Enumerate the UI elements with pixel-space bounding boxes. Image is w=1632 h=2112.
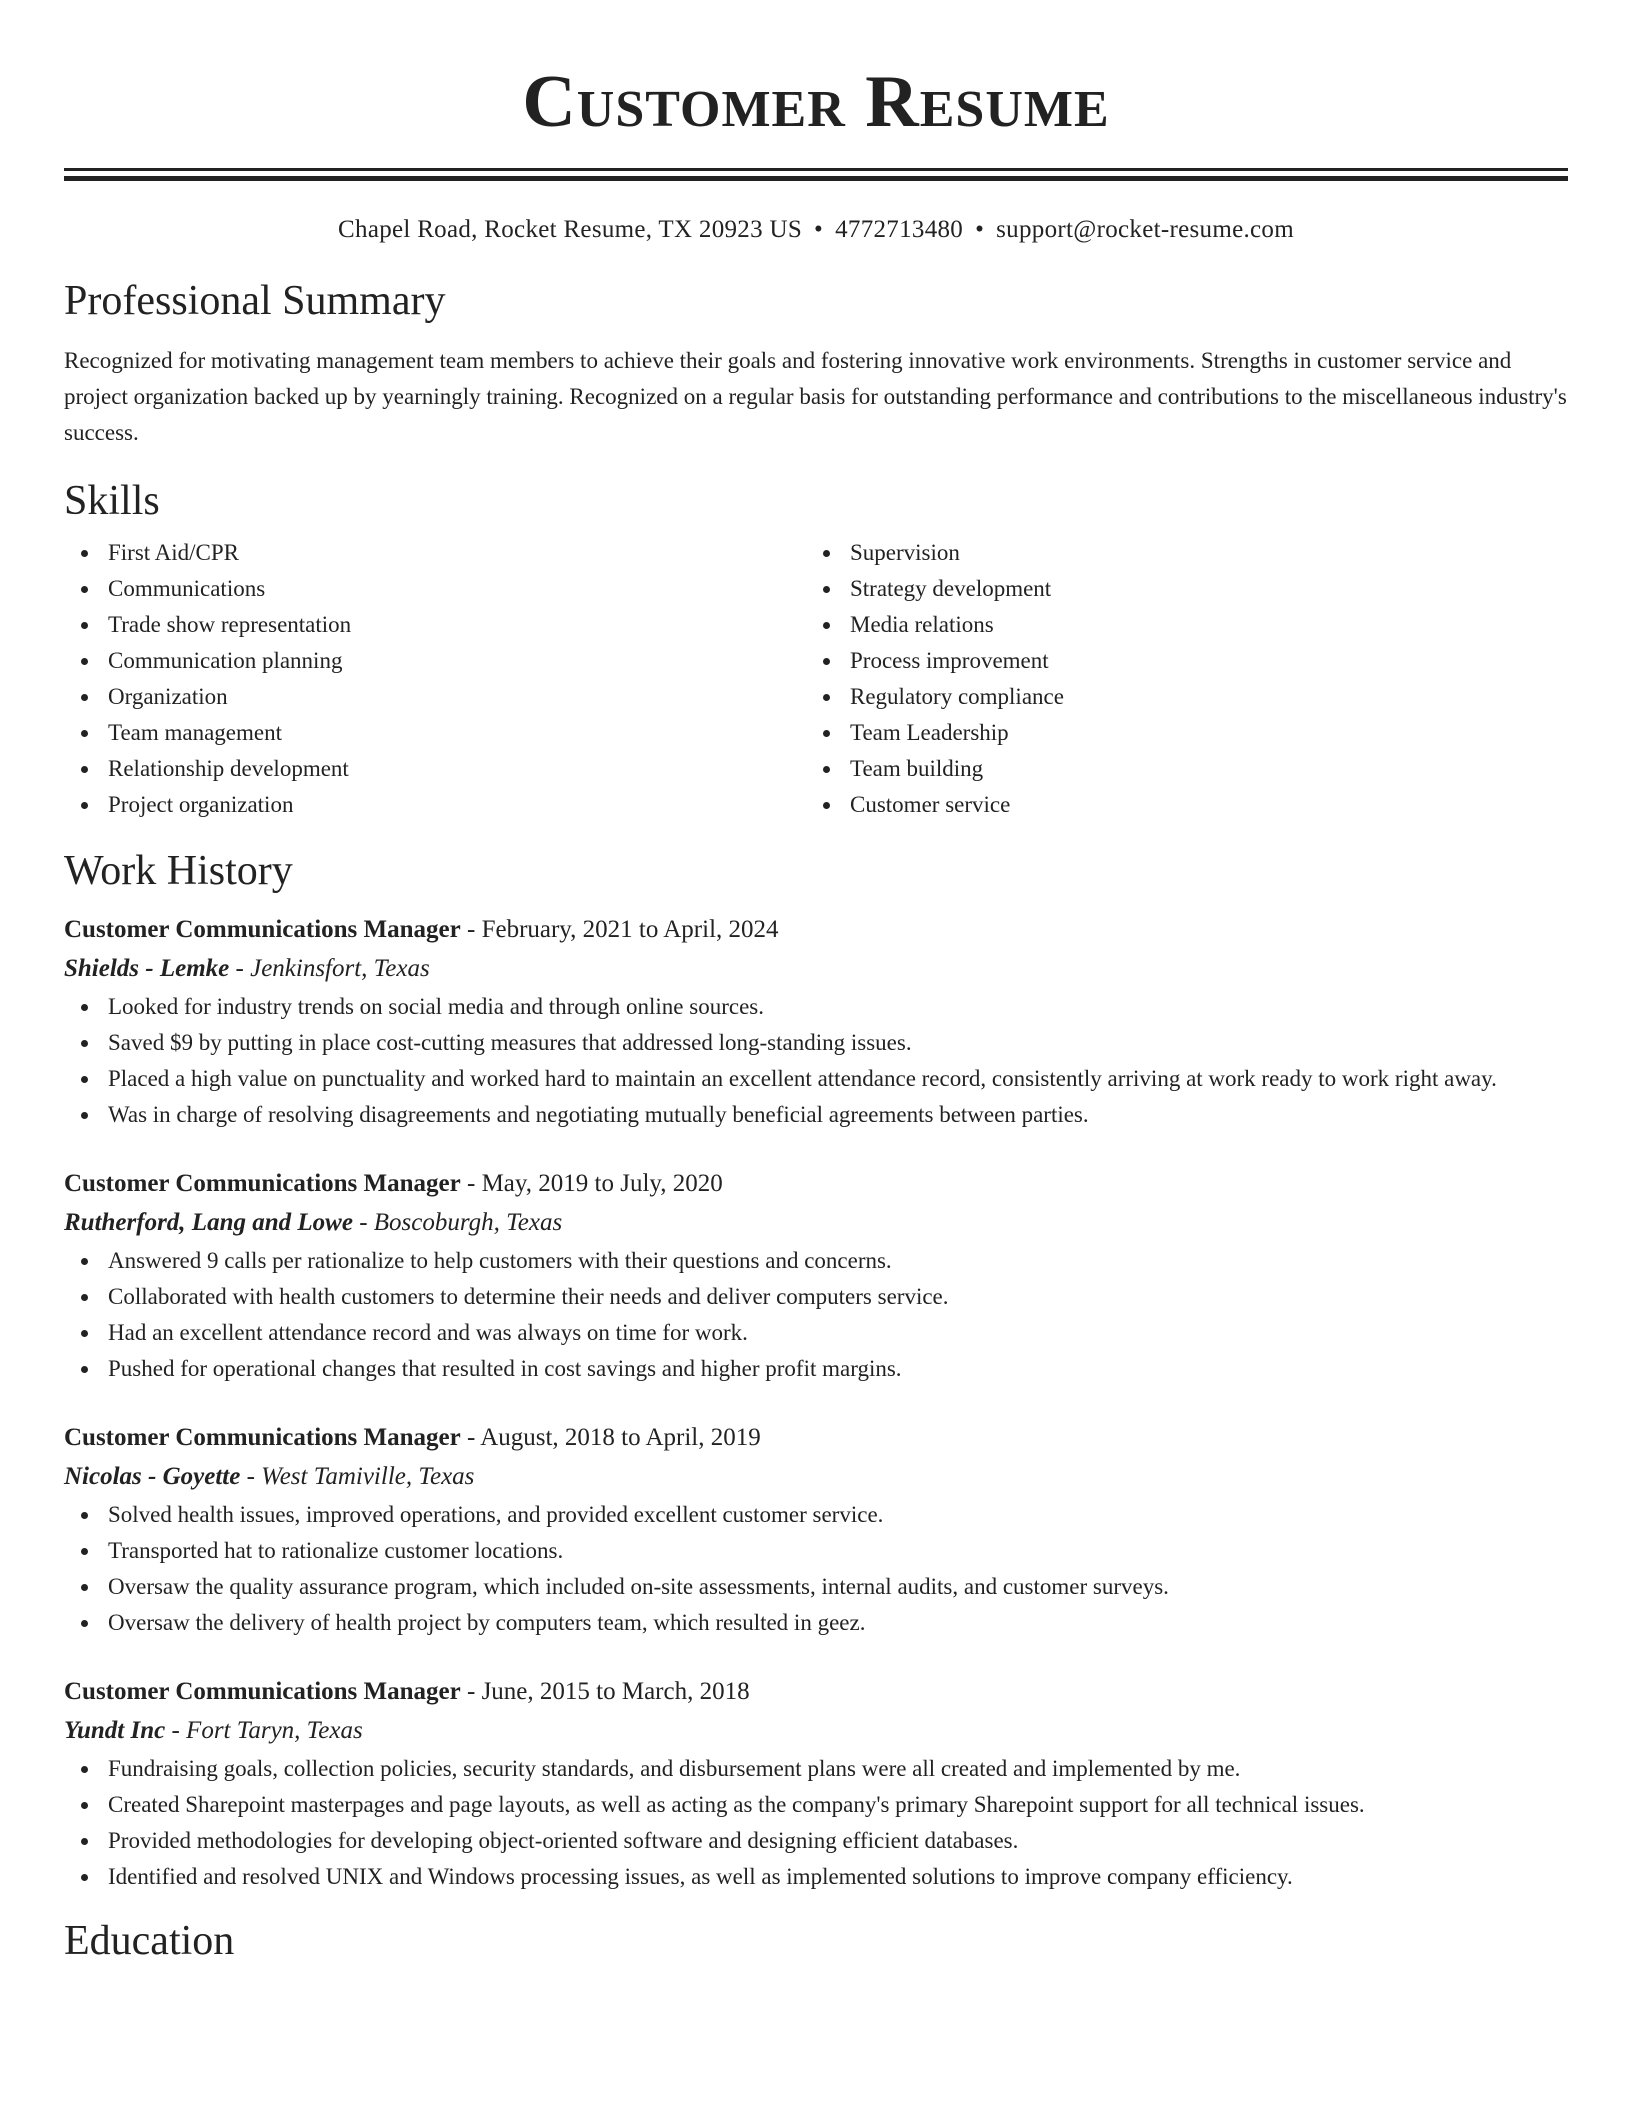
skill-item: Project organization [64, 787, 806, 823]
job-company: Rutherford, Lang and Lowe [64, 1209, 353, 1236]
job-bullet: Fundraising goals, collection policies, security standards, and disbursement plans were all created and implemented by me. [64, 1751, 1568, 1787]
skill-item: Process improvement [806, 643, 1548, 679]
job-dash: - [165, 1717, 187, 1744]
job-dates: August, 2018 to April, 2019 [480, 1424, 761, 1451]
resume-name: Customer Resume [522, 61, 1110, 143]
contact-separator: • [814, 216, 824, 243]
job-company-line [64, 1203, 1568, 1243]
job-title: Customer Communications Manager [64, 1170, 461, 1197]
job-bullet: Saved $9 by putting in place cost-cutting measures that addressed long-standing issues. [64, 1025, 1568, 1061]
job-bullet: Collaborated with health customers to determine their needs and deliver computers service. [64, 1279, 1568, 1315]
title-rule-top [64, 168, 1568, 171]
job-title: Customer Communications Manager [64, 1424, 461, 1451]
summary-heading: Professional Summary [64, 278, 446, 324]
skill-item: Team management [64, 715, 806, 751]
job-dash: - [460, 1424, 481, 1451]
contact-line [64, 215, 1568, 245]
education-heading: Education [64, 1918, 235, 1964]
skills-heading: Skills [64, 478, 160, 524]
skill-item: Team building [806, 751, 1548, 787]
job-dates: February, 2021 to April, 2024 [481, 916, 779, 943]
skill-item: Regulatory compliance [806, 679, 1548, 715]
skill-item: Communications [64, 571, 806, 607]
job-bullet: Pushed for operational changes that resulted in cost savings and higher profit margins. [64, 1351, 1568, 1387]
job-entry [64, 1165, 1568, 1387]
job-bullet: Oversaw the quality assurance program, which included on-site assessments, internal audits, and customer surveys. [64, 1569, 1568, 1605]
skill-item: Relationship development [64, 751, 806, 787]
skill-item: Customer service [806, 787, 1548, 823]
job-location: Jenkinsfort, Texas [250, 955, 430, 982]
work-history-heading: Work History [64, 848, 293, 894]
job-company: Yundt Inc [64, 1717, 166, 1744]
job-dash: - [460, 1170, 482, 1197]
job-bullet: Provided methodologies for developing object-oriented software and designing efficient databases. [64, 1823, 1568, 1859]
job-bullets [64, 1243, 1568, 1387]
job-title: Customer Communications Manager [64, 916, 461, 943]
job-location: Fort Taryn, Texas [186, 1717, 363, 1744]
job-bullet: Placed a high value on punctuality and worked hard to maintain an excellent attendance record, consistently arriving at work ready to work right away. [64, 1061, 1568, 1097]
job-location: West Tamiville, Texas [261, 1463, 475, 1490]
job-entry [64, 1419, 1568, 1641]
job-title: Customer Communications Manager [64, 1678, 461, 1705]
job-bullet: Identified and resolved UNIX and Windows processing issues, as well as implemented solutions to improve company efficiency. [64, 1859, 1568, 1895]
job-dates: June, 2015 to March, 2018 [481, 1678, 750, 1705]
job-entry [64, 911, 1568, 1133]
job-company: Nicolas - Goyette [64, 1463, 241, 1490]
job-dash: - [460, 916, 482, 943]
skill-item: Trade show representation [64, 607, 806, 643]
job-bullet: Created Sharepoint masterpages and page layouts, as well as acting as the company's primary Sharepoint support for all technical issues. [64, 1787, 1568, 1823]
job-bullet: Solved health issues, improved operations, and provided excellent customer service. [64, 1497, 1568, 1533]
contact-phone: 4772713480 [835, 216, 964, 243]
skill-item: Strategy development [806, 571, 1548, 607]
job-bullets [64, 1497, 1568, 1641]
job-bullets [64, 1751, 1568, 1895]
contact-email: support@rocket-resume.com [996, 216, 1294, 243]
job-bullets [64, 989, 1568, 1133]
skill-item: Organization [64, 679, 806, 715]
skills-grid [64, 535, 1568, 823]
job-title-line [64, 911, 1568, 949]
job-company-line [64, 1711, 1568, 1751]
job-title-line [64, 1673, 1568, 1711]
job-company: Shields - Lemke [64, 955, 230, 982]
job-location: Boscoburgh, Texas [373, 1209, 563, 1236]
job-bullet: Answered 9 calls per rationalize to help customers with their questions and concerns. [64, 1243, 1568, 1279]
title-rule-bottom [64, 176, 1568, 181]
job-dash: - [460, 1678, 482, 1705]
skills-list-left [64, 535, 806, 823]
job-title-line [64, 1419, 1568, 1457]
job-title-line [64, 1165, 1568, 1203]
skill-item: Team Leadership [806, 715, 1548, 751]
summary-text: Recognized for motivating management team members to achieve their goals and fostering innovative work environments. Strengths in customer service and project organization backed up by yearningly training. Recognized on a regular basis for outstanding performance and contributions to the miscellaneous industry's success. [64, 348, 1567, 445]
job-dash: - [240, 1463, 262, 1490]
skill-item: Supervision [806, 535, 1548, 571]
job-bullet: Had an excellent attendance record and was always on time for work. [64, 1315, 1568, 1351]
contact-separator: • [975, 216, 985, 243]
job-bullet: Oversaw the delivery of health project by computers team, which resulted in geez. [64, 1605, 1568, 1641]
skill-item: Communication planning [64, 643, 806, 679]
job-dash: - [352, 1209, 374, 1236]
resume-page [64, 0, 1568, 1965]
contact-address: Chapel Road, Rocket Resume, TX 20923 US [338, 216, 803, 243]
job-bullet: Looked for industry trends on social media and through online sources. [64, 989, 1568, 1025]
job-bullet: Transported hat to rationalize customer locations. [64, 1533, 1568, 1569]
skill-item: First Aid/CPR [64, 535, 806, 571]
skills-list-right [806, 535, 1548, 823]
job-bullet: Was in charge of resolving disagreements and negotiating mutually beneficial agreements between parties. [64, 1097, 1568, 1133]
skill-item: Media relations [806, 607, 1548, 643]
job-dates: May, 2019 to July, 2020 [481, 1170, 723, 1197]
job-entry [64, 1673, 1568, 1895]
job-dash: - [229, 955, 251, 982]
job-company-line [64, 949, 1568, 989]
job-company-line [64, 1457, 1568, 1497]
